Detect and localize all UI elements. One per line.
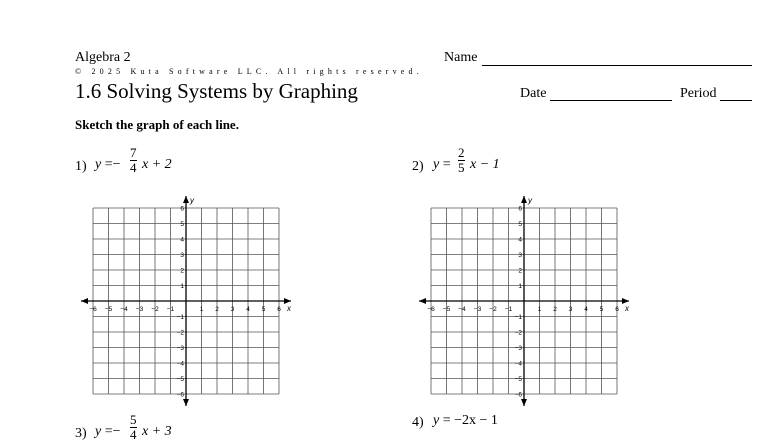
problem-2-fraction [458,146,465,175]
y-tick-label: −1 [176,314,184,321]
x-tick-label: −3 [135,306,144,313]
instructions: Sketch the graph of each line. [75,117,239,132]
name-blank-line[interactable] [482,65,752,66]
y-tick-label: 1 [180,283,184,290]
y-tick-label: 6 [180,205,184,213]
date-blank-line[interactable] [550,100,672,101]
problem-1-tail: x + 2 [142,157,172,172]
eq-expression: −2x − 1 [454,413,498,428]
period-blank-line[interactable] [720,100,752,101]
x-tick-label: −1 [504,306,513,313]
y-tick-label: −2 [176,329,184,337]
problem-4 [412,413,424,431]
y-tick-label: 2 [180,267,184,275]
problem-1-fraction [130,146,137,175]
x-tick-label: 1 [537,306,542,313]
x-tick-label: −2 [151,306,159,313]
eq-var: y [433,413,440,428]
x-tick-label: 3 [568,306,573,313]
fraction-denominator: 5 [458,160,465,175]
eq-var: y [95,157,102,172]
x-tick-label: −5 [442,306,451,313]
x-tick-label: 6 [615,306,619,313]
y-axis-arrow-up [183,196,189,203]
x-tick-label: 4 [584,306,588,313]
problem-3 [75,424,87,442]
eq-equals: = [442,157,451,172]
y-tick-label: 3 [180,252,184,259]
x-tick-label: 2 [215,306,219,313]
problem-number: 2) [412,159,424,174]
y-tick-label: −5 [176,376,184,383]
problem-1-equation [95,157,121,173]
y-tick-label: 3 [518,252,522,259]
problem-1 [75,157,87,175]
y-tick-label: 6 [518,205,522,213]
fraction-numerator: 2 [458,145,465,160]
problem-4-equation [433,413,498,429]
x-tick-label: 6 [277,306,281,313]
y-tick-label: 4 [518,236,522,244]
y-axis-arrow-down [183,399,189,406]
eq-equals: = [104,157,113,172]
y-tick-label: −6 [176,391,184,399]
x-tick-label: 1 [199,306,204,313]
y-axis-label: y [190,196,194,205]
period-label: Period [680,86,717,101]
x-tick-label: 2 [553,306,557,313]
x-axis-label: x [287,304,291,313]
y-tick-label: 5 [518,221,522,228]
x-tick-label: 4 [246,306,250,313]
fraction-numerator: 7 [130,145,137,160]
y-axis-arrow-down [521,399,527,406]
x-tick-label: −4 [120,306,128,313]
y-axis-arrow-up [521,196,527,203]
y-tick-label: −1 [514,314,522,321]
y-tick-label: 4 [180,236,184,244]
y-tick-label: 5 [180,221,184,228]
worksheet-title: 1.6 Solving Systems by Graphing [75,79,358,103]
fraction-denominator: 4 [130,160,137,175]
problem-3-fraction [130,413,137,442]
x-tick-label: −2 [489,306,497,313]
eq-sign: − [112,157,121,172]
coordinate-grid-2[interactable] [417,194,631,408]
x-tick-label: 5 [599,306,604,313]
y-tick-label: −3 [514,345,522,352]
x-tick-label: −3 [473,306,482,313]
x-axis-label: x [625,304,629,313]
problem-3-tail: x + 3 [142,424,172,439]
date-label: Date [520,86,547,101]
course-name: Algebra 2 [75,50,131,65]
y-tick-label: −4 [514,360,522,368]
copyright-notice: © 2025 Kuta Software LLC. All rights reserved. [75,67,423,76]
eq-equals: = [442,413,451,428]
x-tick-label: 5 [261,306,266,313]
problem-2-tail: x − 1 [470,157,500,172]
y-tick-label: −6 [514,391,522,399]
x-tick-label: −1 [166,306,175,313]
y-tick-label: 1 [518,283,522,290]
y-tick-label: −5 [514,376,522,383]
y-tick-label: −4 [176,360,184,368]
y-tick-label: 2 [518,267,522,275]
eq-sign: − [112,424,121,439]
eq-var: y [433,157,440,172]
name-label: Name [444,50,478,65]
x-tick-label: −6 [427,306,435,313]
problem-number: 4) [412,415,424,430]
x-tick-label: 3 [230,306,235,313]
fraction-numerator: 5 [130,412,137,427]
fraction-denominator: 4 [130,427,137,442]
problem-number: 3) [75,426,87,441]
x-axis-arrow-left [419,298,426,304]
x-tick-label: −6 [89,306,97,313]
x-tick-label: −4 [458,306,466,313]
x-axis-arrow-left [81,298,88,304]
y-axis-label: y [528,196,532,205]
problem-3-equation [95,424,121,440]
eq-equals: = [104,424,113,439]
problem-number: 1) [75,159,87,174]
x-tick-label: −5 [104,306,113,313]
eq-var: y [95,424,102,439]
problem-2-equation [433,157,451,173]
y-tick-label: −2 [514,329,522,337]
problem-2 [412,157,424,175]
coordinate-grid-1[interactable] [79,194,293,408]
y-tick-label: −3 [176,345,184,352]
